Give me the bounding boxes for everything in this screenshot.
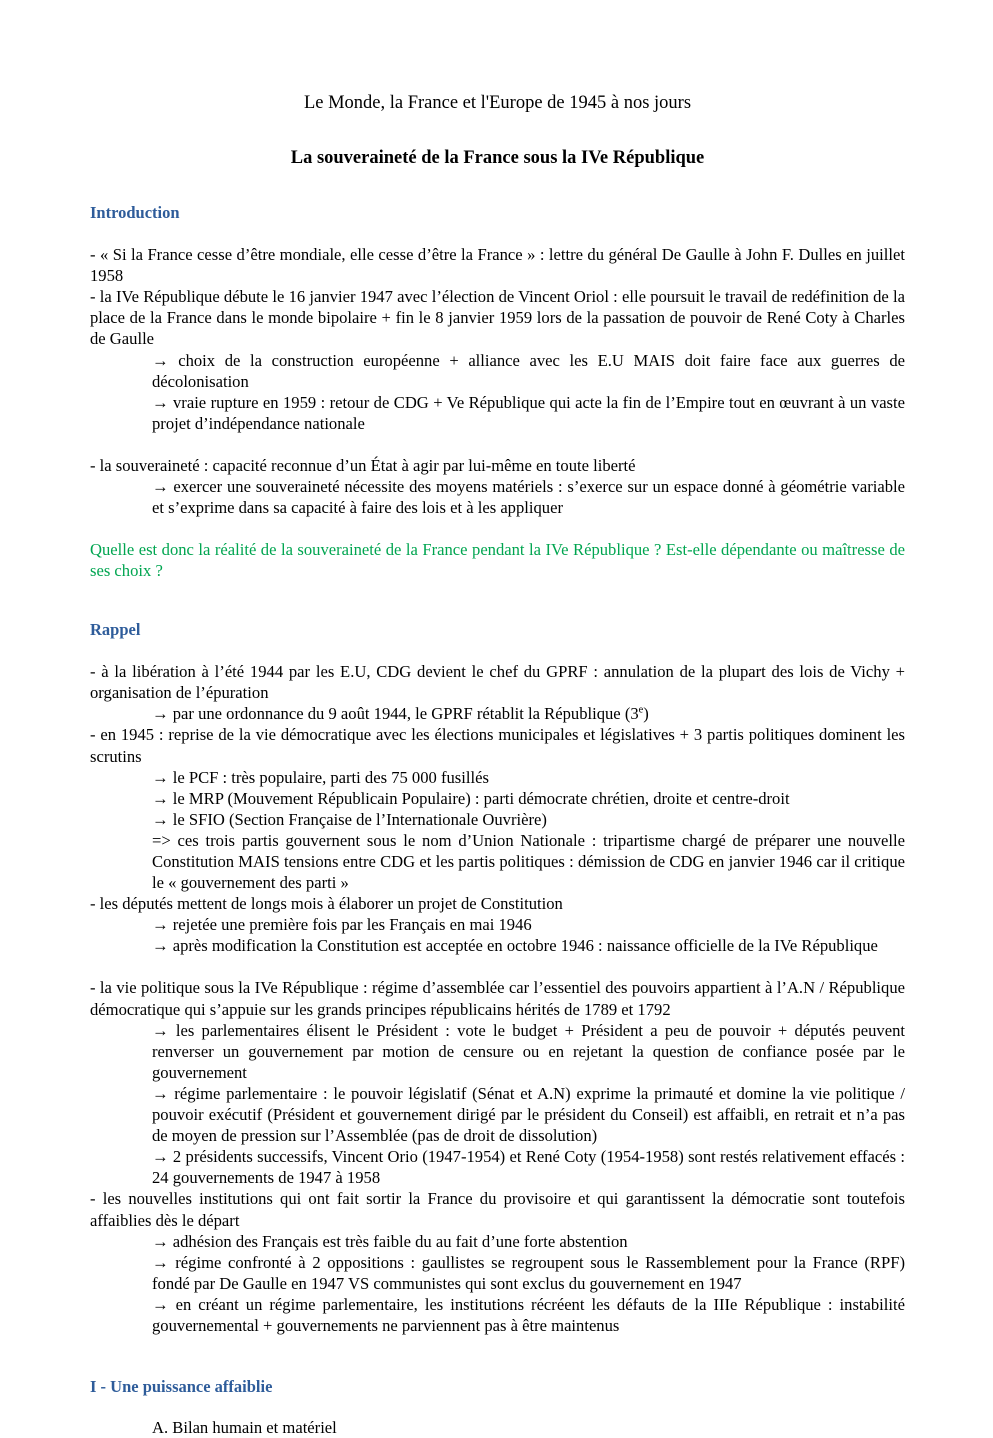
rappel-paragraph-4: - la vie politique sous la IVe République : régime d’assemblée car l’essentiel des pouvoirs appartient à l’A.N / République démocratique qui s’appuie sur les grands principes républicains hérités de 1789 et 1792	[90, 978, 905, 1019]
rappel-subpoint-10: → 2 présidents successifs, Vincent Orio (1947-1954) et René Coty (1954-1958) sont restés relativement effacés : 24 gouvernements de 1947 à 1958	[152, 1147, 905, 1188]
section-heading-rappel: Rappel	[90, 620, 141, 640]
intro-paragraph-2: - la IVe République débute le 16 janvier 1947 avec l’élection de Vincent Oriol : elle poursuit le travail de redéfinition de la place de la France dans le monde bipolaire + fin le 8 janvier 1959 lors de la passation de pouvoir de René Coty à Charles de Gaulle	[90, 287, 905, 349]
document-subtitle: La souveraineté de la France sous la IVe République	[290, 148, 705, 169]
rappel-paragraph-1: - à la libération à l’été 1944 par les E.U, CDG devient le chef du GPRF : annulation de la plupart des lois de Vichy + organisation de l’épuration	[90, 662, 905, 703]
rappel-subpoint-9: → régime parlementaire : le pouvoir législatif (Sénat et A.N) exprime la primauté et domine la vie politique / pouvoir exécutif (Président et gouvernement dirigé par le président du Conseil) est affaibli, en retrait et n’a pas de moyen de pression sur l’Assemblée (pas de droit de dissolution)	[152, 1083, 905, 1146]
intro-paragraph-3: - la souveraineté : capacité reconnue d’un État à agir par lui-même en toute liberté	[90, 455, 636, 475]
rappel-subpoint-12: → régime confronté à 2 oppositions : gaullistes se regroupent sous le Rassemblement pour la France (RPF) fondé par De Gaulle en 1947 VS communistes qui sont exclus du gouvernement en 1947	[152, 1252, 905, 1293]
section-heading-introduction: Introduction	[90, 203, 180, 223]
rappel-subpoint-8: → les parlementaires élisent le Président : vote le budget + Président a peu de pouvoir + députés peuvent renverser un gouvernement par motion de censure ou en rejetant la question de confiance posée par le gouvernement	[152, 1020, 905, 1082]
intro-subpoint-2: → vraie rupture en 1959 : retour de CDG + Ve République qui acte la fin de l’Empire tout en œuvrant à un vaste projet d’indépendance nationale	[152, 392, 905, 433]
ordinal-superscript: e	[638, 704, 644, 716]
document-content	[90, 0, 905, 1438]
rappel-subpoint-1-pre: → par une ordonnance du 9 août 1944, le GPRF rétablit la République (3	[152, 704, 639, 724]
rappel-paragraph-2: - en 1945 : reprise de la vie démocratique avec les élections municipales et législatives + 3 partis politiques dominent les scrutins	[90, 725, 905, 766]
rappel-subpoint-2: → le PCF : très populaire, parti des 75 000 fusillés	[152, 767, 489, 787]
rappel-paragraph-5: - les nouvelles institutions qui ont fait sortir la France du provisoire et qui garantissent la démocratie sont toutefois affaiblies dès le départ	[90, 1189, 905, 1230]
problematique-block	[90, 539, 905, 581]
rappel-subpoint-11: → adhésion des Français est très faible du au fait d’une forte abstention	[152, 1231, 628, 1251]
rappel-subpoint-1	[90, 703, 905, 724]
intro-subpoint-1: → choix de la construction européenne + alliance avec les E.U MAIS doit faire face aux guerres de décolonisation	[152, 350, 905, 391]
rappel-subpoint-1-post: )	[643, 704, 649, 724]
problematique-text: Quelle est donc la réalité de la souveraineté de la France pendant la IVe République ? Est-elle dépendante ou maîtresse de ses choix ?	[90, 540, 905, 581]
rappel-subpoint-4: → le SFIO (Section Française de l’Internationale Ouvrière)	[152, 809, 547, 829]
rappel-subpoint-6: → rejetée une première fois par les Français en mai 1946	[152, 915, 532, 935]
rappel-subpoint-5: => ces trois partis gouvernent sous le nom d’Union Nationale : tripartisme chargé de préparer une nouvelle Constitution MAIS tensions entre CDG et les partis politiques : démission de CDG en janvier 1946 car il critique le « gouvernement des parti »	[152, 830, 905, 893]
rappel-subpoint-3: → le MRP (Mouvement Républicain Populaire) : parti démocrate chrétien, droite et centre-droit	[152, 788, 790, 808]
subsection-heading-a: A. Bilan humain et matériel	[152, 1417, 337, 1437]
rappel-paragraph-3: - les députés mettent de longs mois à élaborer un projet de Constitution	[90, 894, 563, 914]
document-title: Le Monde, la France et l'Europe de 1945 à nos jours	[303, 93, 692, 113]
rappel-subpoint-13: → en créant un régime parlementaire, les institutions récréent les défauts de la IIIe République : instabilité gouvernemental + gouvernements ne parviennent pas à être maintenus	[152, 1294, 905, 1335]
section-heading-part-1: I - Une puissance affaiblie	[90, 1377, 273, 1397]
intro-paragraph-1: - « Si la France cesse d’être mondiale, elle cesse d’être la France » : lettre du général De Gaulle à John F. Dulles en juillet 1958	[90, 245, 905, 286]
spacer	[90, 1397, 905, 1417]
intro-subpoint-3: → exercer une souveraineté nécessite des moyens matériels : s’exerce sur un espace donné à géométrie variable et s’exprime dans sa capacité à faire des lois et à les appliquer	[152, 476, 905, 518]
rappel-subpoint-7: → après modification la Constitution est acceptée en octobre 1946 : naissance officielle de la IVe République	[152, 936, 878, 956]
